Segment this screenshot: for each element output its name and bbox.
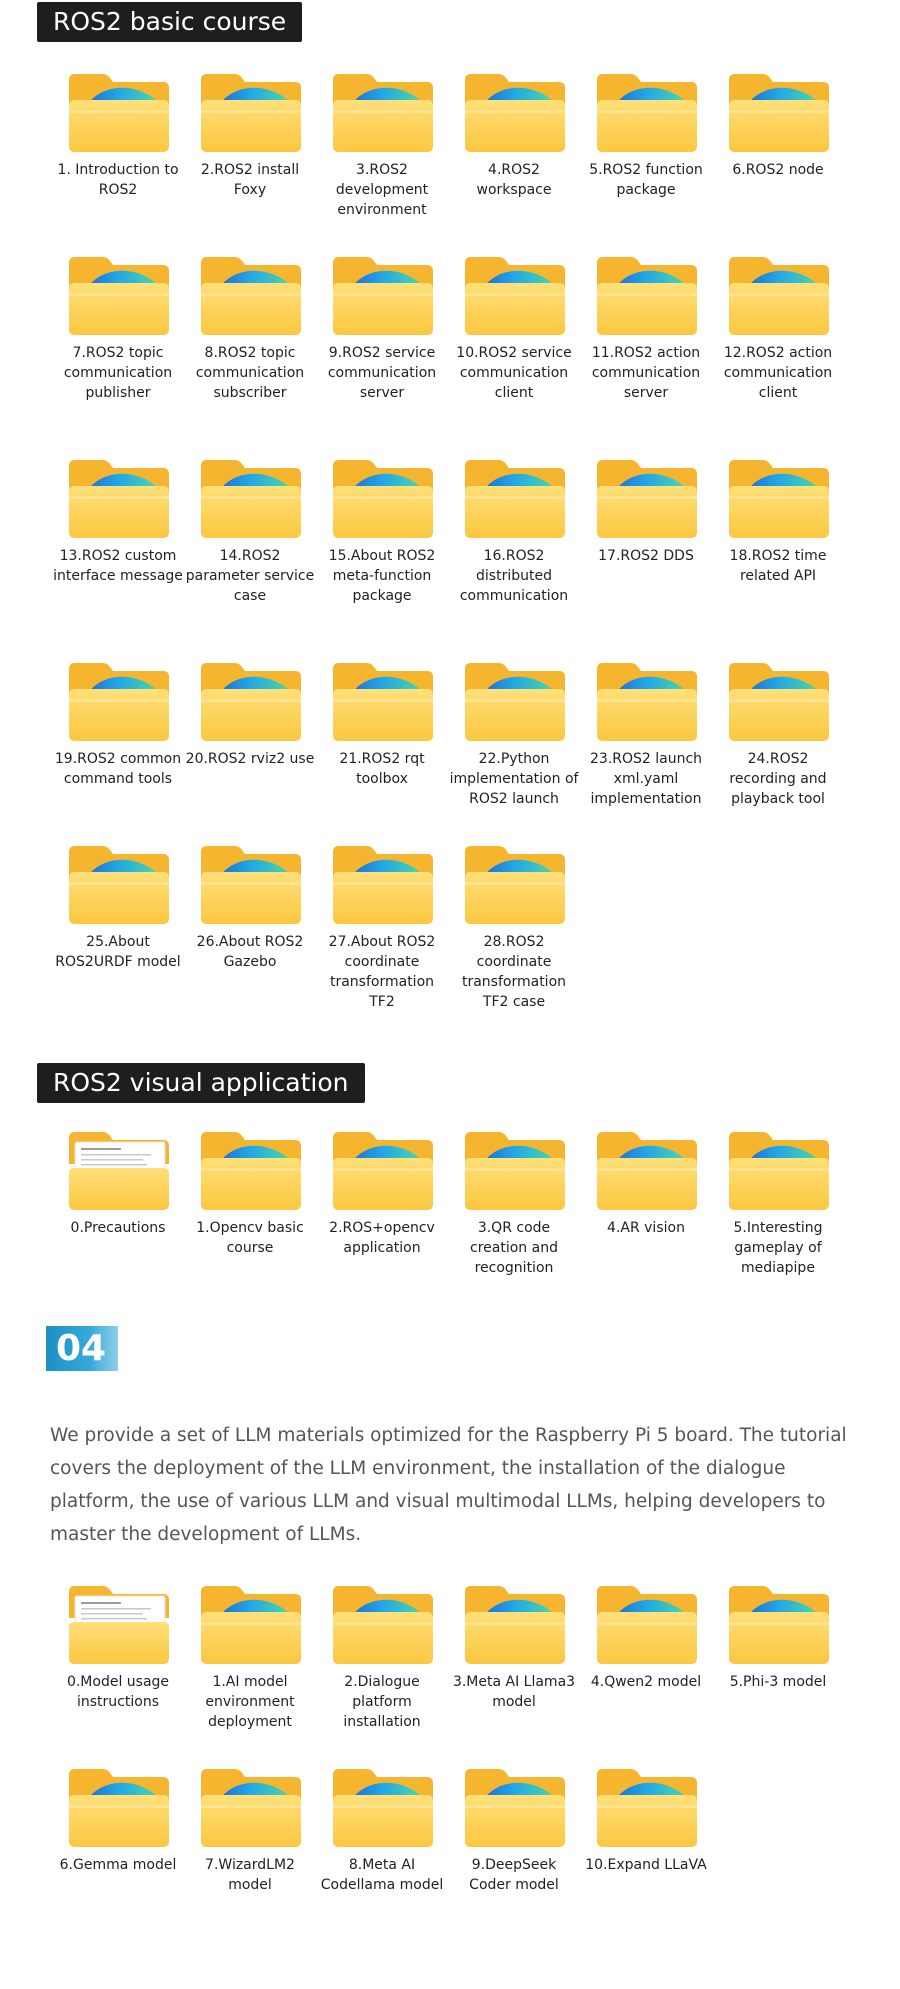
folder-item[interactable] (316, 659, 448, 842)
folder-label: 18.ROS2 time related API (729, 548, 827, 584)
folder-icon (331, 1582, 435, 1666)
folder-label: 13.ROS2 custom interface message (53, 548, 183, 584)
folder-icon (199, 70, 303, 154)
llm-description: We provide a set of LLM materials optimized for the Raspberry Pi 5 board. The tutorial covers the deployment of the LLM environment, the installation of the dialogue platform, the use of various LLM and visual multimodal LLMs, helping developers to master the development of LLMs. (50, 1425, 847, 1545)
folder-label: 5.Phi-3 model (729, 1674, 827, 1690)
folder-icon (727, 70, 831, 154)
folder-grid-ros2-visual (52, 1128, 852, 1311)
folder-label: 24.ROS2 recording and playback tool (729, 751, 827, 807)
folder-label: 7.ROS2 topic communication publisher (63, 345, 173, 401)
folder-item[interactable] (580, 456, 712, 659)
folder-item[interactable] (184, 1128, 316, 1311)
folder-icon (595, 70, 699, 154)
folder-label: 5.ROS2 function package (589, 162, 703, 198)
folder-icon (727, 253, 831, 337)
folder-item[interactable] (712, 1128, 844, 1311)
folder-label: 5.Interesting gameplay of mediapipe (733, 1220, 823, 1276)
folder-item[interactable] (448, 1128, 580, 1311)
folder-item[interactable] (52, 1128, 184, 1311)
folder-label: 9.ROS2 service communication server (327, 345, 437, 401)
folder-item[interactable] (316, 1128, 448, 1311)
folder-row (52, 659, 852, 842)
folder-label: 26.About ROS2 Gazebo (196, 934, 304, 970)
folder-icon (331, 70, 435, 154)
folder-row (52, 842, 852, 1025)
folder-icon (463, 842, 567, 926)
folder-icon (67, 1765, 171, 1849)
document-folder-icon (67, 1582, 171, 1666)
folder-item[interactable] (580, 253, 712, 456)
section-title-ros2-visual-application: ROS2 visual application (37, 1063, 365, 1103)
folder-icon (595, 1128, 699, 1212)
folder-row (52, 1765, 852, 1948)
folder-item[interactable] (52, 842, 184, 1025)
folder-grid-ros2-basic (52, 70, 852, 1025)
folder-icon (463, 456, 567, 540)
folder-row (52, 456, 852, 659)
folder-row (52, 70, 852, 253)
folder-label: 15.About ROS2 meta-function package (328, 548, 436, 604)
folder-icon (199, 253, 303, 337)
folder-item[interactable] (316, 70, 448, 253)
folder-icon (331, 253, 435, 337)
folder-icon (199, 456, 303, 540)
folder-icon (67, 659, 171, 743)
folder-item[interactable] (52, 1582, 184, 1765)
folder-label: 0.Precautions (70, 1220, 166, 1236)
folder-item[interactable] (580, 1128, 712, 1311)
folder-item[interactable] (448, 659, 580, 842)
folder-label: 2.ROS+opencv application (329, 1220, 435, 1256)
folder-item[interactable] (316, 1765, 448, 1948)
folder-item[interactable] (52, 456, 184, 659)
folder-item[interactable] (712, 70, 844, 253)
folder-label: 9.DeepSeek Coder model (469, 1857, 559, 1893)
folder-icon (463, 70, 567, 154)
folder-label: 10.ROS2 service communication client (456, 345, 572, 401)
folder-icon (199, 1765, 303, 1849)
folder-label: 19.ROS2 common command tools (54, 751, 182, 787)
folder-icon (331, 1765, 435, 1849)
folder-label: 22.Python implementation of ROS2 launch (449, 751, 579, 807)
folder-icon (727, 1582, 831, 1666)
folder-icon (331, 659, 435, 743)
folder-label: 27.About ROS2 coordinate transformation TF2 (328, 934, 436, 1010)
folder-item[interactable] (184, 70, 316, 253)
section-title-ros2-basic-course: ROS2 basic course (37, 2, 302, 42)
folder-icon (595, 659, 699, 743)
folder-icon (595, 1582, 699, 1666)
folder-icon (199, 842, 303, 926)
folder-icon (463, 1128, 567, 1212)
folder-icon (463, 1582, 567, 1666)
folder-icon (595, 456, 699, 540)
section-number-badge: 04 (46, 1326, 118, 1371)
folder-item[interactable] (316, 1582, 448, 1765)
folder-label: 6.ROS2 node (732, 162, 824, 178)
folder-icon (727, 1128, 831, 1212)
folder-label: 0.Model usage instructions (66, 1674, 170, 1710)
folder-label: 8.ROS2 topic communication subscriber (195, 345, 305, 401)
folder-label: 2.ROS2 install Foxy (200, 162, 300, 198)
folder-label: 8.Meta AI Codellama model (320, 1857, 444, 1893)
folder-item[interactable] (52, 1765, 184, 1948)
folder-icon (67, 253, 171, 337)
folder-label: 1. Introduction to ROS2 (57, 162, 179, 198)
folder-icon (67, 456, 171, 540)
folder-item[interactable] (448, 70, 580, 253)
folder-label: 16.ROS2 distributed communication (459, 548, 569, 604)
folder-item[interactable] (184, 1765, 316, 1948)
folder-icon (67, 70, 171, 154)
document-folder-icon (67, 1128, 171, 1212)
folder-label: 1.AI model environment deployment (205, 1674, 295, 1730)
folder-item[interactable] (52, 659, 184, 842)
folder-label: 21.ROS2 rqt toolbox (339, 751, 425, 787)
folder-label: 17.ROS2 DDS (598, 548, 694, 564)
folder-item[interactable] (184, 456, 316, 659)
folder-icon (463, 253, 567, 337)
folder-label: 4.ROS2 workspace (476, 162, 552, 198)
folder-icon (331, 842, 435, 926)
folder-item[interactable] (448, 1582, 580, 1765)
folder-item[interactable] (712, 253, 844, 456)
folder-icon (331, 1128, 435, 1212)
folder-icon (595, 253, 699, 337)
folder-label: 1.Opencv basic course (196, 1220, 304, 1256)
folder-label: 4.AR vision (607, 1220, 685, 1236)
folder-label: 7.WizardLM2 model (205, 1857, 295, 1893)
folder-label: 11.ROS2 action communication server (591, 345, 701, 401)
folder-item[interactable] (52, 70, 184, 253)
folder-icon (727, 659, 831, 743)
folder-item[interactable] (184, 253, 316, 456)
folder-icon (463, 1765, 567, 1849)
folder-item[interactable] (712, 456, 844, 659)
folder-item[interactable] (316, 456, 448, 659)
folder-item[interactable] (52, 253, 184, 456)
folder-item[interactable] (580, 1765, 712, 1948)
folder-label: 25.About ROS2URDF model (55, 934, 181, 970)
folder-item[interactable] (580, 1582, 712, 1765)
folder-row (52, 1128, 852, 1311)
folder-item[interactable] (184, 1582, 316, 1765)
folder-label: 20.ROS2 rviz2 use (185, 751, 315, 767)
folder-icon (199, 1582, 303, 1666)
folder-label: 14.ROS2 parameter service case (185, 548, 315, 604)
folder-label: 3.QR code creation and recognition (470, 1220, 558, 1276)
folder-item[interactable] (448, 456, 580, 659)
folder-label: 23.ROS2 launch xml.yaml implementation (589, 751, 703, 807)
folder-item[interactable] (184, 659, 316, 842)
folder-item[interactable] (580, 70, 712, 253)
folder-item[interactable] (712, 1582, 844, 1765)
folder-item[interactable] (316, 253, 448, 456)
folder-icon (199, 1128, 303, 1212)
folder-row (52, 253, 852, 456)
folder-icon (67, 842, 171, 926)
folder-label: 3.ROS2 development environment (335, 162, 429, 218)
folder-icon (199, 659, 303, 743)
folder-icon (595, 1765, 699, 1849)
folder-label: 2.Dialogue platform installation (343, 1674, 421, 1730)
folder-row (52, 1582, 852, 1765)
folder-label: 28.ROS2 coordinate transformation TF2 case (461, 934, 567, 1010)
folder-item[interactable] (580, 659, 712, 842)
folder-label: 4.Qwen2 model (590, 1674, 702, 1690)
folder-item[interactable] (448, 842, 580, 1025)
folder-grid-llm (52, 1582, 852, 1948)
folder-icon (463, 659, 567, 743)
folder-item[interactable] (316, 842, 448, 1025)
folder-label: 3.Meta AI Llama3 model (452, 1674, 576, 1710)
folder-label: 10.Expand LLaVA (585, 1857, 707, 1873)
folder-icon (727, 456, 831, 540)
folder-item[interactable] (184, 842, 316, 1025)
folder-item[interactable] (448, 1765, 580, 1948)
folder-icon (331, 456, 435, 540)
folder-item[interactable] (448, 253, 580, 456)
folder-label: 12.ROS2 action communication client (723, 345, 833, 401)
folder-label: 6.Gemma model (59, 1857, 177, 1873)
folder-item[interactable] (712, 659, 844, 842)
